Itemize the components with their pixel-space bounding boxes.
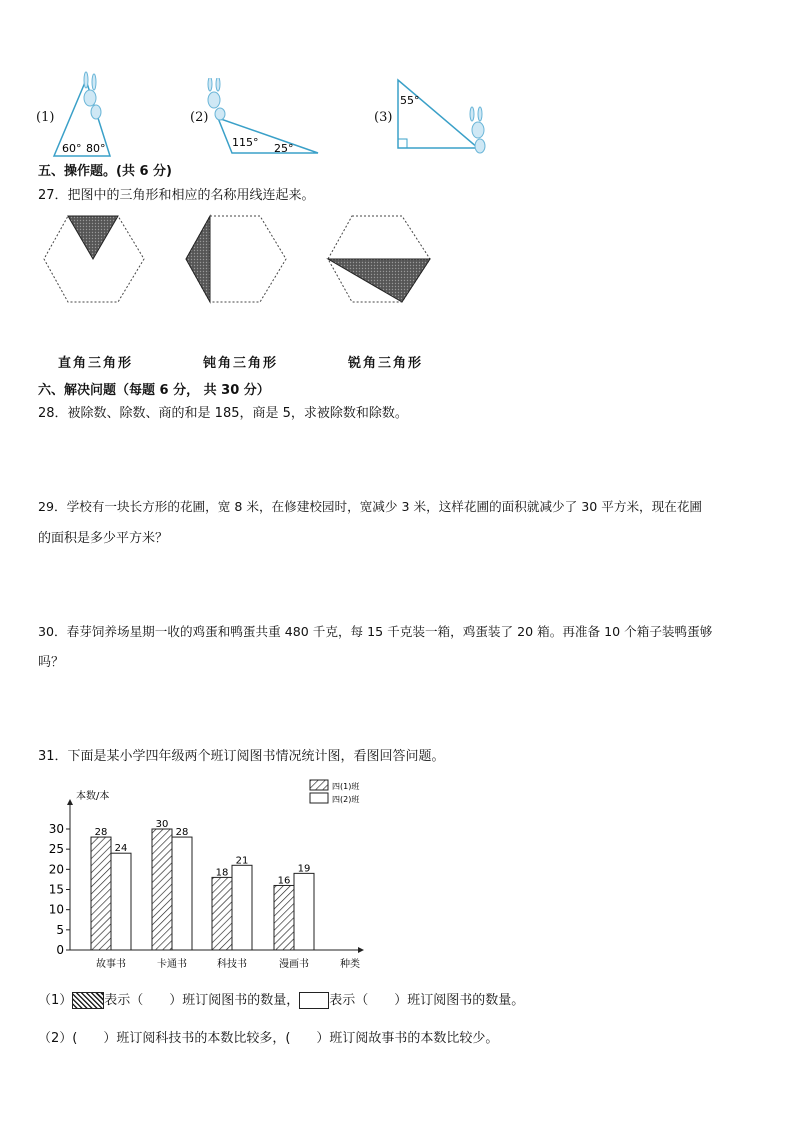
- plain-legend-swatch: [299, 992, 329, 1009]
- y-tick-label: 25: [48, 842, 64, 857]
- triangle-1-number: (1): [36, 110, 55, 125]
- bar-value-label: 18: [215, 867, 229, 879]
- bar-value-label: 28: [175, 827, 189, 839]
- bar-value-label: 28: [94, 827, 108, 839]
- bar: [111, 853, 131, 950]
- legend-label: 四(2)班: [332, 795, 360, 804]
- bar-value-label: 24: [114, 843, 128, 855]
- triangle-1-figure: [50, 70, 120, 160]
- bar-value-label: 16: [277, 875, 291, 887]
- category-label: 科技书: [217, 959, 247, 970]
- triangle-name-acute: 锐角三角形: [348, 356, 424, 371]
- section-5-heading: 五、操作题。(共 6 分): [38, 164, 172, 179]
- bar: [152, 829, 172, 950]
- triangle-name-right: 直角三角形: [58, 356, 134, 371]
- bar-value-label: 30: [155, 819, 169, 830]
- question-28: 28．被除数、除数、商的和是 185，商是 5，求被除数和除数。: [38, 406, 408, 421]
- question-31-part-1: [38, 992, 524, 1010]
- rabbit-icon: [84, 72, 101, 119]
- rabbit-icon: [470, 107, 485, 153]
- hatched-legend-swatch: [72, 992, 104, 1009]
- bar: [232, 865, 252, 950]
- hexagon-figures: [40, 210, 440, 310]
- bar: [91, 837, 111, 950]
- question-31: 31．下面是某小学四年级两个班订阅图书情况统计图，看图回答问题。: [38, 749, 445, 764]
- bar: [212, 877, 232, 950]
- x-axis-arrow: [358, 947, 364, 953]
- triangle-2-number: (2): [190, 110, 209, 125]
- bar-value-label: 21: [235, 855, 249, 867]
- legend-label: 四(1)班: [332, 782, 360, 791]
- legend-swatch: [310, 793, 328, 803]
- triangle-2-angle-b: 25°: [274, 142, 294, 155]
- bar-chart: [40, 775, 380, 975]
- triangle-name-obtuse: 钝角三角形: [203, 356, 279, 371]
- rabbit-icon: [208, 78, 225, 120]
- part-1-text-a: 表示（ ）班订阅图书的数量，: [104, 993, 300, 1008]
- hexagon-3: [328, 216, 430, 302]
- x-axis-label: 种类: [340, 959, 360, 970]
- y-axis-arrow: [67, 799, 73, 805]
- y-tick-label: 0: [56, 943, 64, 957]
- triangle-3-angle-a: 55°: [400, 94, 420, 107]
- question-29-line-1: 29．学校有一块长方形的花圃，宽 8 米，在修建校园时，宽减少 3 米，这样花圃的面积就减少了 30 平方米，现在花圃: [38, 499, 703, 514]
- part-1-text-b: 表示（ ）班订阅图书的数量。: [329, 993, 525, 1008]
- section-6-heading: 六、解决问题（每题 6 分， 共 30 分）: [38, 383, 270, 398]
- bar: [294, 873, 314, 950]
- question-31-part-2: （2）( ）班订阅科技书的本数比较多，( ）班订阅故事书的本数比较少。: [38, 1031, 499, 1046]
- legend-swatch: [310, 780, 328, 790]
- y-tick-label: 20: [48, 862, 64, 877]
- bar-value-label: 19: [297, 863, 311, 875]
- y-axis-label: 本数/本: [76, 791, 110, 802]
- question-29-line-2: 的面积是多少平方米？: [38, 531, 169, 546]
- triangle-1-angle-b: 80°: [86, 142, 106, 155]
- question-27: 27．把图中的三角形和相应的名称用线连起来。: [38, 188, 315, 203]
- category-label: 卡通书: [157, 959, 187, 970]
- part-1-number: （1）: [38, 993, 73, 1008]
- triangle-3-figure: [392, 76, 497, 160]
- category-label: 漫画书: [279, 959, 309, 970]
- hexagon-1: [44, 216, 144, 302]
- question-30-line-2: 吗？: [38, 655, 65, 670]
- category-label: 故事书: [96, 959, 126, 970]
- bar: [172, 837, 192, 950]
- triangle-1-angle-a: 60°: [62, 142, 82, 155]
- triangle-3-number: (3): [374, 110, 393, 125]
- triangle-2-angle-a: 115°: [232, 136, 259, 149]
- question-30-line-1: 30．春芽饲养场星期一收的鸡蛋和鸭蛋共重 480 千克，每 15 千克装一箱，鸡蛋装了 20 箱。再准备 10 个箱子装鸭蛋够: [38, 624, 713, 639]
- y-tick-label: 10: [48, 902, 64, 917]
- y-tick-label: 30: [48, 822, 64, 836]
- triangle-2-figure: [200, 78, 325, 158]
- y-tick-label: 5: [56, 922, 64, 937]
- hexagon-2: [186, 216, 286, 302]
- y-tick-label: 15: [48, 882, 64, 897]
- bar: [274, 885, 294, 950]
